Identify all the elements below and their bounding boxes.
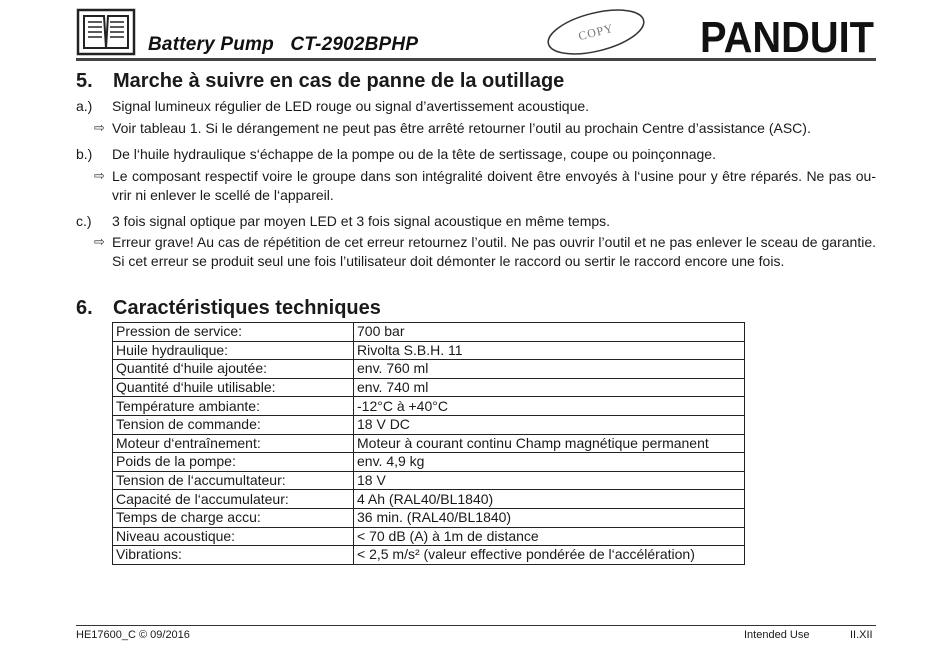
section-6-heading bbox=[76, 297, 676, 323]
spec-value: 4 Ah (RAL40/BL1840) bbox=[354, 490, 745, 509]
table-row bbox=[113, 323, 745, 342]
item-text-a: Signal lumineux régulier de LED rouge ou signal d’avertissement acoustique. bbox=[112, 98, 590, 114]
spec-value: 18 V bbox=[354, 471, 745, 490]
spec-value: env. 740 ml bbox=[354, 378, 745, 397]
table-row bbox=[113, 471, 745, 490]
spec-key: Tension de l‘accumultateur: bbox=[113, 471, 354, 490]
book-icon bbox=[76, 8, 136, 56]
item-note-c: Erreur grave! Au cas de répétition de cet erreur retournez l’outil. Ne pas ouvrir l’outil et ne pas enlever le sceau de garantie. Si cet erreur se produit seul une fois l’utilisateur doit démonter le raccord ou sertir le raccord encore une fois. bbox=[112, 234, 876, 269]
table-row bbox=[113, 527, 745, 546]
product-title: Battery Pump CT-2902BPHP bbox=[148, 34, 419, 55]
item-label-c: c.) bbox=[76, 213, 92, 229]
spec-key: Température ambiante: bbox=[113, 397, 354, 416]
table-row bbox=[113, 490, 745, 509]
spec-value: 36 min. (RAL40/BL1840) bbox=[354, 508, 745, 527]
spec-key: Vibrations: bbox=[113, 546, 354, 565]
brand-logo bbox=[698, 10, 876, 56]
footer-section-name: Intended Use bbox=[744, 629, 810, 641]
spec-value: 18 V DC bbox=[354, 415, 745, 434]
section-number: 5. bbox=[76, 70, 93, 92]
footer-rule bbox=[76, 625, 876, 626]
table-row bbox=[113, 378, 745, 397]
spec-value: env. 4,9 kg bbox=[354, 453, 745, 472]
table-row bbox=[113, 508, 745, 527]
item-text-b: De l‘huile hydraulique s‘échappe de la pompe ou de la tête de sertissage, coupe ou poinçonnage. bbox=[112, 146, 716, 162]
stamp-text: COPY bbox=[576, 20, 616, 43]
spec-key: Moteur d‘entraînement: bbox=[113, 434, 354, 453]
table-row bbox=[113, 546, 745, 565]
specifications-table bbox=[112, 322, 745, 565]
item-label-a: a.) bbox=[76, 98, 93, 114]
spec-key: Capacité de l‘accumulateur: bbox=[113, 490, 354, 509]
spec-key: Quantité d‘huile utilisable: bbox=[113, 378, 354, 397]
spec-value: 700 bar bbox=[354, 323, 745, 342]
spec-value: Rivolta S.B.H. 11 bbox=[354, 341, 745, 360]
arrow-right-icon: ⇨ bbox=[94, 168, 105, 183]
spec-key: Quantité d‘huile ajoutée: bbox=[113, 360, 354, 379]
spec-key: Huile hydraulique: bbox=[113, 341, 354, 360]
spec-value: env. 760 ml bbox=[354, 360, 745, 379]
arrow-right-icon: ⇨ bbox=[94, 234, 105, 249]
spec-key: Niveau acoustique: bbox=[113, 527, 354, 546]
arrow-right-icon: ⇨ bbox=[94, 120, 105, 135]
table-row bbox=[113, 415, 745, 434]
spec-key: Temps de charge accu: bbox=[113, 508, 354, 527]
section-title: Caractéristiques techniques bbox=[113, 297, 381, 319]
spec-value: -12°C à +40°C bbox=[354, 397, 745, 416]
table-row bbox=[113, 360, 745, 379]
item-text-c: 3 fois signal optique par moyen LED et 3 fois signal acoustique en même temps. bbox=[112, 213, 611, 229]
table-row bbox=[113, 434, 745, 453]
table-row bbox=[113, 453, 745, 472]
spec-value: Moteur à courant continu Champ magnétique permanent bbox=[354, 434, 745, 453]
spec-value: < 2,5 m/s² (valeur effective pondérée de l‘accélération) bbox=[354, 546, 745, 565]
spec-value: < 70 dB (A) à 1m de distance bbox=[354, 527, 745, 546]
copy-stamp bbox=[544, 8, 648, 56]
item-note-a: Voir tableau 1. Si le dérangement ne peut pas être arrêté retourner l’outil au prochain Centre d’assistance (ASC). bbox=[112, 120, 811, 136]
section-title: Marche à suivre en cas de panne de la outillage bbox=[113, 70, 565, 92]
section-number: 6. bbox=[76, 297, 93, 319]
item-label-b: b.) bbox=[76, 146, 93, 162]
header-rule bbox=[76, 58, 876, 61]
item-note-b: Le composant respectif voire le groupe dans son intégralité doivent être envoyés à l‘usine pour y être réparés. Ne pas ou-vrir ni enlever le scellé de l‘appareil. bbox=[112, 168, 876, 203]
spec-key: Tension de commande: bbox=[113, 415, 354, 434]
section-5-heading bbox=[76, 70, 676, 96]
table-row bbox=[113, 341, 745, 360]
spec-key: Poids de la pompe: bbox=[113, 453, 354, 472]
spec-key: Pression de service: bbox=[113, 323, 354, 342]
footer-doc-id: HE17600_C © 09/2016 bbox=[76, 629, 190, 641]
table-row bbox=[113, 397, 745, 416]
brand-logo-text: PANDUIT bbox=[700, 13, 875, 56]
footer-page-number: II.XII bbox=[850, 629, 873, 641]
